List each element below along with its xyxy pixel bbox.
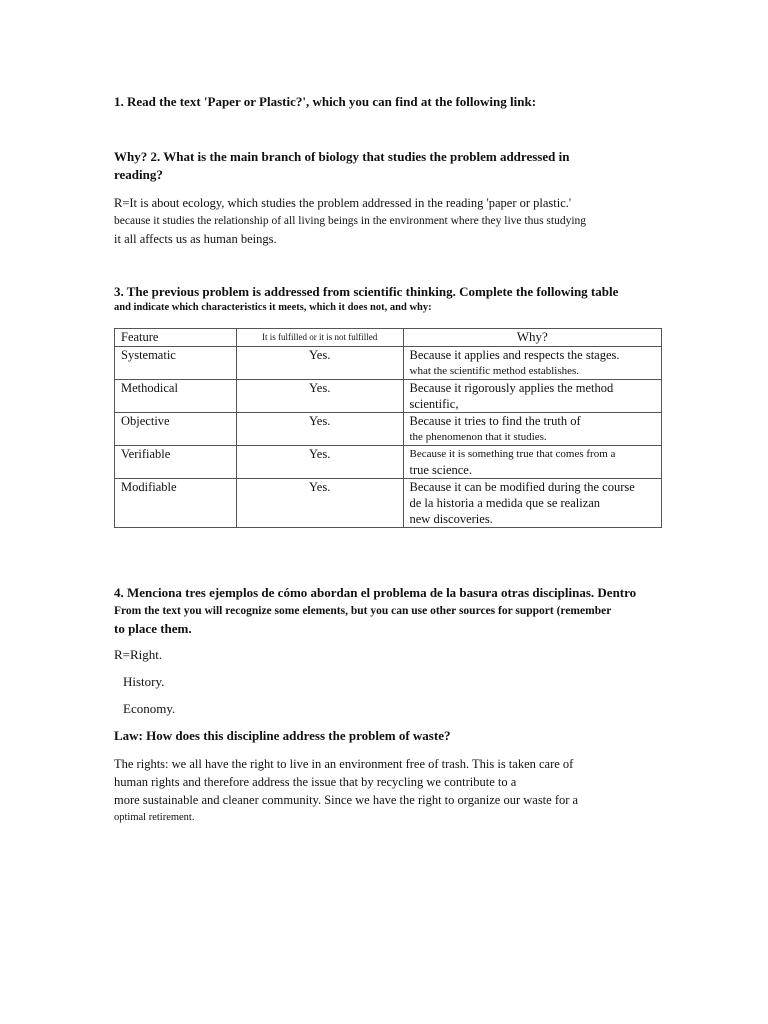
- table-row: [115, 479, 662, 528]
- question-4-line-1: 4. Menciona tres ejemplos de cómo abordan el problema de la basura otras disciplinas. Dentro: [114, 585, 637, 600]
- law-question: Law: How does this discipline address the problem of waste?: [114, 728, 451, 743]
- question-4-line-2: From the text you will recognize some elements, but you can use other sources for support (remember: [114, 605, 612, 617]
- law-answer: [114, 755, 659, 827]
- table-header-row: [115, 329, 662, 347]
- answer-2: [114, 194, 659, 248]
- row-why: [403, 446, 662, 479]
- row-value: Yes.: [236, 380, 403, 413]
- table-row: [115, 347, 662, 380]
- law-answer-line-1: The rights: we all have the right to live in an environment free of trash. This is taken care of: [114, 757, 574, 771]
- answer-right: R=Right.: [114, 647, 163, 662]
- question-3: 3. The previous problem is addressed from scientific thinking. Complete the following table: [114, 284, 619, 299]
- row-why: [403, 479, 662, 528]
- row-value: Yes.: [236, 413, 403, 446]
- row-why: [403, 380, 662, 413]
- row-why: [403, 347, 662, 380]
- question-2: Why? 2. What is the main branch of biology that studies the problem addressed in reading?: [114, 149, 570, 182]
- row-why-line: what the scientific method establishes.: [409, 365, 580, 377]
- table-row: [115, 446, 662, 479]
- law-answer-line-4: optimal retirement.: [114, 812, 195, 823]
- row-value: Yes.: [236, 347, 403, 380]
- row-why-line: Because it tries to find the truth of: [409, 414, 581, 428]
- characteristics-table: [114, 328, 662, 528]
- row-why-line: true science.: [409, 463, 472, 477]
- row-why-line: Because it is something true that comes from a: [409, 448, 616, 460]
- row-why: [403, 413, 662, 446]
- table-row: [115, 380, 662, 413]
- question-3-instructions: and indicate which characteristics it meets, which it does not, and why:: [114, 302, 432, 313]
- answer-2-line-2: because it studies the relationship of all living beings in the environment where they live thus studying: [114, 215, 587, 227]
- row-why-line: Because it rigorously applies the method: [409, 381, 614, 395]
- row-why-line: scientific,: [409, 397, 459, 411]
- answer-2-line-1: R=It is about ecology, which studies the problem addressed in the reading 'paper or plastic.': [114, 196, 572, 210]
- question-1: 1. Read the text 'Paper or Plastic?', which you can find at the following link:: [114, 94, 537, 109]
- row-feature: Methodical: [115, 380, 237, 413]
- header-fulfilled: It is fulfilled or it is not fulfilled: [236, 329, 403, 347]
- answer-economy: Economy.: [123, 701, 176, 716]
- answer-2-line-3: it all affects us as human beings.: [114, 232, 277, 246]
- table-row: [115, 413, 662, 446]
- row-feature: Objective: [115, 413, 237, 446]
- law-answer-line-3: more sustainable and cleaner community. Since we have the right to organize our waste for a: [114, 793, 579, 807]
- row-why-line: Because it can be modified during the course: [409, 480, 635, 494]
- row-feature: Modifiable: [115, 479, 237, 528]
- row-value: Yes.: [236, 479, 403, 528]
- answer-history: History.: [123, 674, 165, 689]
- row-why-line: the phenomenon that it studies.: [409, 431, 547, 443]
- question-4-line-3: to place them.: [114, 621, 192, 636]
- row-why-line: de la historia a medida que se realizan: [409, 496, 601, 510]
- header-why: Why?: [403, 329, 662, 347]
- law-answer-line-2: human rights and therefore address the issue that by recycling we contribute to a: [114, 775, 517, 789]
- header-feature: Feature: [115, 329, 237, 347]
- row-feature: Verifiable: [115, 446, 237, 479]
- row-feature: Systematic: [115, 347, 237, 380]
- question-4: [114, 584, 664, 638]
- row-why-line: Because it applies and respects the stages.: [409, 348, 620, 362]
- row-why-line: new discoveries.: [409, 512, 493, 526]
- row-value: Yes.: [236, 446, 403, 479]
